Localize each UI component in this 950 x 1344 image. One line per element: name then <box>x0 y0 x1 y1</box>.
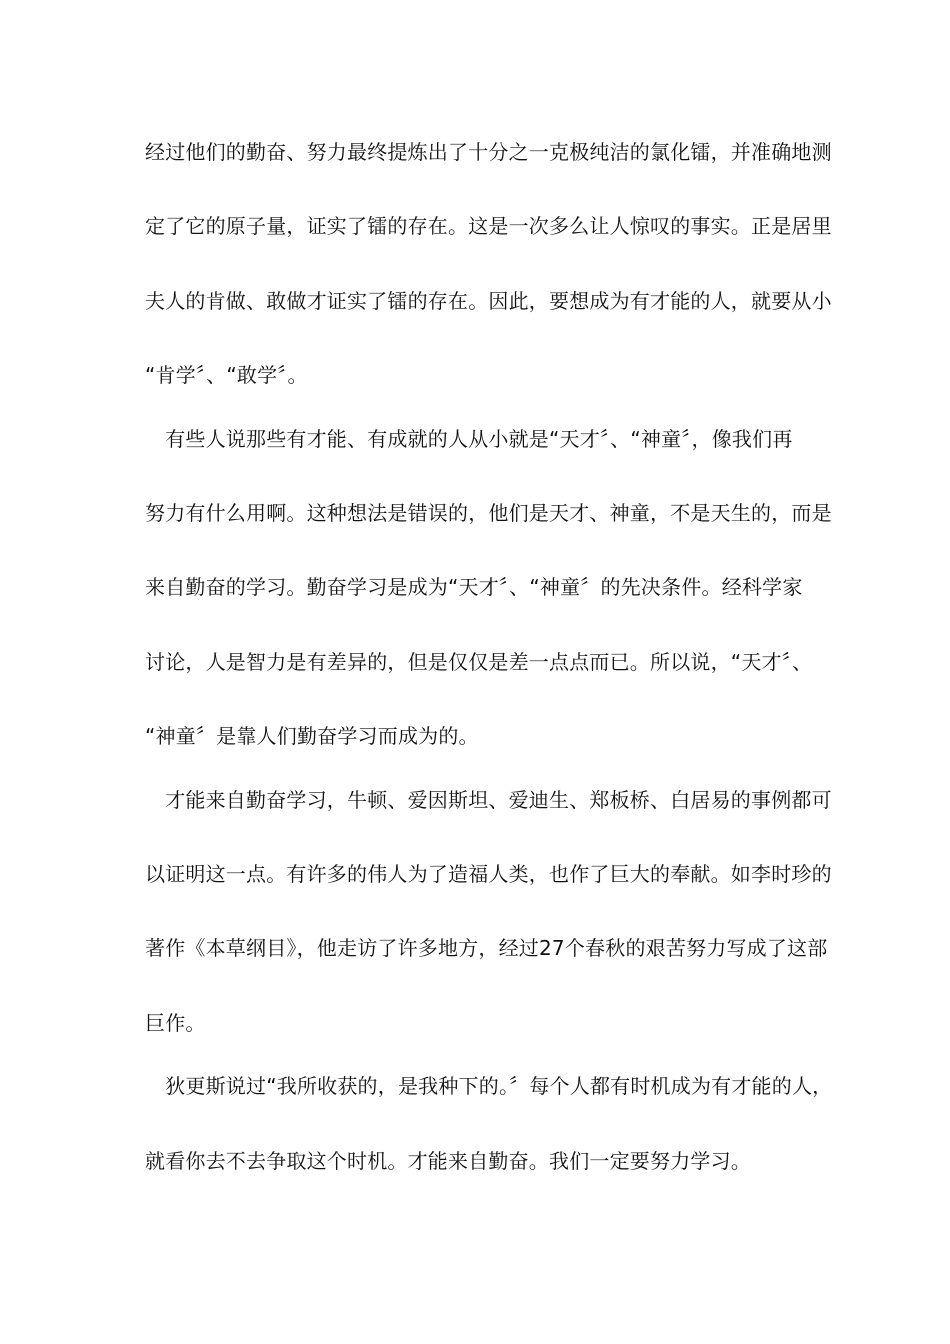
text-line: 经过他们的勤奋、努力最终提炼出了十分之一克极纯洁的氯化镭，并准确地测 <box>145 140 832 164</box>
text-line: “肯学〞、“敢学〞。 <box>145 363 308 387</box>
text-line: 著作《本草纲目》，他走访了许多地方，经过27个春秋的艰苦努力写成了这部 <box>145 936 828 960</box>
text-line: 来自勤奋的学习。勤奋学习是成为“天才〞、“神童〞的先决条件。经科学家 <box>145 575 803 599</box>
text-line: 夫人的肯做、敢做才证实了镭的存在。因此，要想成为有才能的人，就要从小 <box>145 289 832 313</box>
text-line: 狄更斯说过“我所收获的，是我种下的。〞每个人都有时机成为有才能的人， <box>145 1074 833 1098</box>
text-line: 有些人说那些有才能、有成就的人从小就是“天才〞、“神童〞，像我们再 <box>145 427 793 451</box>
text-line: 以证明这一点。有许多的伟人为了造福人类，也作了巨大的奉献。如李时珍的 <box>145 862 832 886</box>
text-line: 巨作。 <box>145 1011 206 1035</box>
text-line: 定了它的原子量，证实了镭的存在。这是一次多么让人惊叹的事实。正是居里 <box>145 214 832 238</box>
text-line: “神童〞是靠人们勤奋学习而成为的。 <box>145 724 479 748</box>
text-line: 就看你去不去争取这个时机。才能来自勤奋。我们一定要努力学习。 <box>145 1149 751 1173</box>
text-line: 才能来自勤奋学习，牛顿、爱因斯坦、爱迪生、郑板桥、白居易的事例都可 <box>145 788 832 812</box>
text-line: 讨论，人是智力是有差异的，但是仅仅是差一点点而已。所以说，“天才〞、 <box>145 650 813 674</box>
text-line: 努力有什么用啊。这种想法是错误的，他们是天才、神童，不是天生的，而是 <box>145 501 832 525</box>
